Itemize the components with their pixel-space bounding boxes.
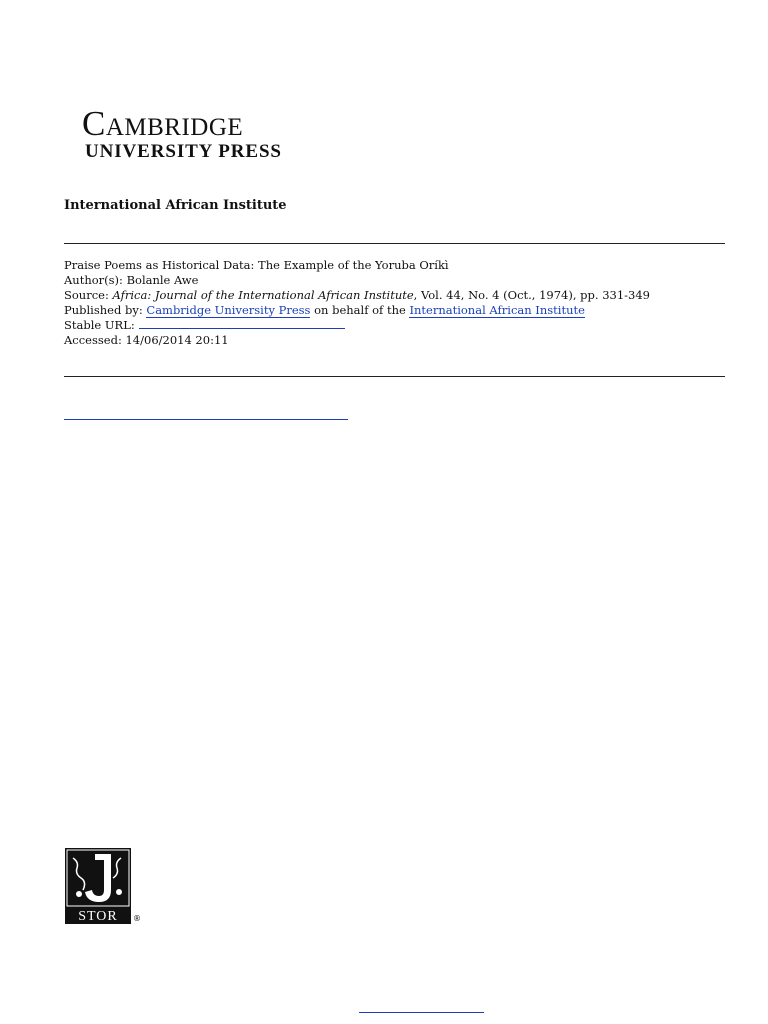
terms-link[interactable] [64,419,348,420]
article-published-by [64,303,724,318]
source-journal: Africa: Journal of the International African Institute [112,288,414,302]
article-stable-url [64,318,724,333]
behalf-text: on behalf of the [310,303,410,317]
jstor-emblem-icon [65,848,131,924]
jstor-logo-box [65,848,131,924]
cambridge-university-press-logo [82,106,332,162]
jstor-text: STOR [78,909,118,924]
source-details: , Vol. 44, No. 4 (Oct., 1974), pp. 331-349 [413,288,650,302]
article-title: Praise Poems as Historical Data: The Example of the Yoruba Oríkì [64,258,449,272]
logo-cambridge-text: Cambridge [82,104,244,143]
article-authors: Author(s): Bolanle Awe [64,273,199,287]
source-label: Source: [64,288,113,302]
footer-link[interactable] [359,1012,484,1013]
article-metadata [64,258,724,348]
published-label: Published by: [64,303,147,317]
stable-url-label: Stable URL: [64,318,135,332]
stable-url-link[interactable] [139,318,345,329]
registered-mark: ® [133,914,141,923]
top-divider [64,243,725,244]
article-accessed: Accessed: 14/06/2014 20:11 [64,333,229,347]
article-source [64,288,724,303]
institute-link[interactable]: International African Institute [409,303,585,317]
bottom-divider [64,376,725,377]
jstor-logo [65,848,141,924]
publisher-link[interactable]: Cambridge University Press [146,303,311,317]
institute-heading: International African Institute [64,198,287,213]
logo-university-press-text: UNIVERSITY PRESS [85,141,282,162]
